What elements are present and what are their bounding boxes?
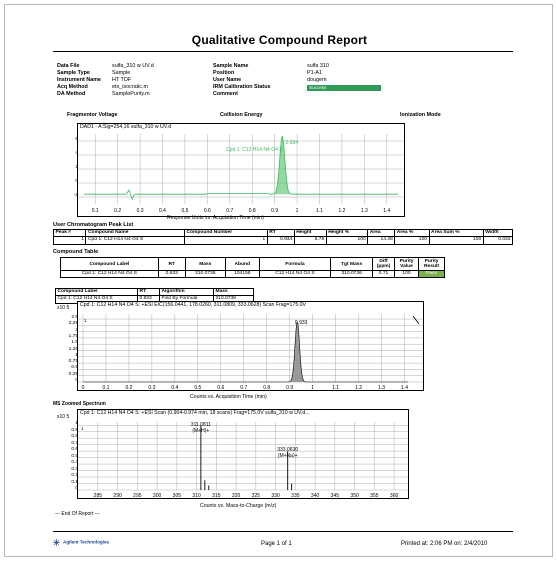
eic-y-tick: 0.75 [68,359,78,365]
eic-y-tick: 2 [75,327,78,333]
ms-y-tick: 0.8 [71,434,78,440]
meta-label-sample-type: Sample Type [57,70,90,76]
eic-x-tick: 1.1 [332,385,340,390]
dad-x-tick: 1.1 [316,208,323,214]
spark-logo-icon [53,539,60,546]
compound-header: Mass [185,258,225,271]
page-number: Page 1 of 1 [261,541,292,547]
compound-label-header-row [56,289,254,296]
dad-x-tick: 1.4 [383,208,391,214]
compound-header: Purity Value [395,258,419,271]
ms-x-tick: 305 [172,493,182,498]
cpd-label-cell: 0.933 [138,296,160,303]
footer-rule [53,531,513,532]
peak-cell: 14.48 [368,237,395,244]
eic-y-tick: 0.25 [68,371,78,377]
meta-label-data-file: Data File [57,63,80,69]
ms-y-tick: 0.7 [71,440,78,446]
meta-label-da-method: DA Method [57,91,86,97]
eic-x-tick: 1.2 [355,385,363,390]
dad-compound-label: Cpd 1: C12 H14 N4 O4 S [226,147,283,153]
compound-header: Diff (ppm) [373,258,395,271]
peak-cell: Cpd 1: C12 H14 N4 O4 S [86,237,185,244]
irm-status-badge: Success [307,85,381,91]
meta-label-position: Position [213,70,235,76]
peak-cell: 0.033 [483,237,512,244]
eic-x-tick: 0.1 [102,385,110,390]
dad-y-tick: 6 [75,137,78,142]
ms-spectrum [77,409,409,499]
cpd-label-header: Mass [214,289,254,296]
ms-x-tick: 315 [212,493,221,498]
eic-peak-area [83,322,409,382]
peak-list-header: Height [294,230,326,237]
ms-section-title: MS Zoomed Spectrum [53,401,106,407]
ms-y-tick: 0.9 [71,427,78,433]
ms-y-tick: 0.5 [71,453,78,459]
eic-x-tick: 0.3 [148,385,156,390]
dad-x-tick: 0.6 [203,208,211,214]
dad-x-tick: 1.2 [338,208,346,214]
compound-cell: 0.933 [158,271,185,278]
peak-cell: 1 [54,237,86,244]
peak-list-header-row [54,230,513,237]
eic-y-tick: 2.5 [71,315,78,321]
eic-chromatogram [77,301,424,391]
ms-y-tick: 0.6 [71,447,78,453]
compound-header: Tgt Mass [331,258,373,271]
pointer-cursor-icon [413,316,419,324]
meta-value-sample-type: Sample [112,70,131,76]
meta-value-acq-method: etx_isocratic.m [112,84,148,90]
cpd-label-cell: Find By Formula [160,296,214,303]
dad-x-tick: 0.9 [271,208,279,214]
eic-plot [78,302,423,390]
peak-list-title: User Chromatogram Peak List [53,222,134,228]
ms-x-tick: 320 [231,493,241,498]
ms-peak1-mz: 311.0811 [190,422,211,428]
eic-y-tick: 0 [75,378,78,383]
eic-x-tick: 0.4 [171,385,179,390]
eic-x-tick: 0.6 [217,385,225,390]
peak-cell: 6.75 [294,237,326,244]
ms-y-tick: 0.3 [71,466,78,472]
dad-x-tick: 1 [295,208,299,214]
company-logo [53,539,109,546]
ms-y-tick: 0 [75,486,78,491]
compound-cell: 310.0738 [185,271,225,278]
ms-x-tick: 355 [370,493,379,498]
dad-x-tick: 0.1 [91,208,99,214]
ms-x-tick: 360 [389,493,399,498]
eic-y-scale: x10 5 [57,305,70,311]
dad-chart-title: DAD1 - A:Sig=254,16 sulfa_310 w UV.d [80,124,172,130]
compound-cell: 100 [395,271,419,278]
compound-table [60,257,445,278]
dad-y-tick: 0 [75,179,78,184]
eic-y-tick: 1.75 [68,333,78,339]
meta-value-sample-name: sulfa 310 [307,63,329,69]
peak-list-header: Peak # [54,230,86,237]
ms-peak1-ion: (M+H)+ [192,428,210,434]
compound-cell: Cpd 1: C12 H14 N4 O4 S [61,271,159,278]
peak-cell: 1 [185,237,268,244]
report-title: Qualitative Compound Report [191,33,368,47]
dad-x-tick: 0.8 [248,208,256,214]
eic-y-tick: 1.25 [68,346,78,352]
title-rule [53,51,513,52]
ms-x-tick: 290 [113,493,122,498]
ms-chart-title: Cpd 1: C12 H14 N4 O4 S: +ESI Scan (0.904-0.974 min, 18 scans) Frag=175.0V sulfa_310 w UV.d... [80,410,310,416]
meta-label-instrument: Instrument Name [57,77,102,83]
ms-peak2-mz: 333.0630 [277,447,299,453]
meta-label-user-name: User Name [213,77,242,83]
meta-value-data-file: sulfa_310 w UV.d [112,63,154,69]
dad-x-tick: 0.3 [136,208,144,214]
ms-x-tick: 350 [350,493,359,498]
meta-value-position: P1-A1 [307,70,322,76]
ms-y-tick: 0.2 [71,473,78,479]
peak-list-header: Area Sum % [429,230,483,237]
ms-x-tick: 285 [93,493,103,498]
compound-header: Compound Label [61,258,159,271]
peak-list-table [53,229,513,245]
dad-peak-label: 0.934 [285,140,299,146]
eic-x-tick: 0.2 [125,385,133,390]
compound-cell: C12 H14 N4 O4 S [259,271,331,278]
peak-list-header: Area [368,230,395,237]
table-row [61,271,445,278]
eic-trace [83,322,408,382]
peak-list-header: Area % [395,230,429,237]
peak-list-header: RT [267,230,294,237]
eic-x-tick: 0.9 [286,385,294,390]
dad-x-tick: 0.7 [226,208,234,214]
ms-x-tick: 330 [271,493,280,498]
peak-list-header: Compound Name [86,230,185,237]
eic-peak-label: 0.933 [294,320,308,326]
compound-cell: 310.0736 [331,271,373,278]
eic-x-tick: 0.7 [240,385,248,390]
meta-value-da-method: SamplePurity.m [112,91,150,97]
eic-y-tick: 1 [75,352,78,358]
compound-header: Purity Result [419,258,445,271]
cpd-label-header: RT [138,289,160,296]
ms-x-tick: 345 [330,493,340,498]
dad-x-axis-label: Response Units vs. Acquisition Time (min) [167,215,264,221]
ms-x-tick: 325 [251,493,261,498]
peak-list-header: Height % [326,230,367,237]
report-page [4,4,553,557]
ms-y-tick: 0.1 [71,479,78,485]
eic-y-tick: 0.5 [71,365,78,371]
compound-table-title: Compound Table [53,249,99,255]
peak-cell: 100 [395,237,429,244]
cpd-label-header: Compound Label [56,289,138,296]
meta-value-user-name: dougem [307,77,327,83]
eic-x-tick: 1 [311,385,315,390]
cpd-label-header: Algorithm [160,289,214,296]
cpd-label-cell: Cpd 1: C12 H14 N4 O4 S [56,296,138,303]
compound-header: Formula [259,258,331,271]
eic-x-tick: 1.3 [378,385,386,390]
cpd-label-cell: 310.0738 [214,296,254,303]
eic-y-tick: 2.25 [68,321,78,327]
compound-header: RT [158,258,185,271]
eic-y-tick: 1.5 [71,340,78,346]
dad-x-tick: 0.5 [181,208,189,214]
dad-x-tick: 0.2 [114,208,122,214]
ms-y-tick: 0.4 [71,460,78,466]
compound-cell: 104158 [225,271,259,278]
eic-x-tick: 0 [81,385,85,390]
eic-series-marker: 1 [84,318,87,323]
dad-x-tick: 0.4 [159,208,166,214]
meta-label-acq-method: Acq Method [57,84,88,90]
eic-x-tick: 0.8 [263,385,271,390]
dad-y-tick: 4 [75,151,78,156]
ionization-mode-label: Ionization Mode [400,112,441,118]
fragmentor-voltage-label: Fragmentor Voltage [67,112,118,118]
meta-value-instrument: HT TOF [112,77,132,83]
compound-header: Abund [225,258,259,271]
ms-x-tick: 310 [192,493,201,498]
meta-label-sample-name: Sample Name [213,63,249,69]
dad-y-tick: -2 [73,193,78,198]
dad-trace [84,136,398,199]
dad-y-tick: 2 [75,165,78,170]
ms-x-tick: 295 [133,493,142,498]
peak-cell: 100 [429,237,483,244]
eic-x-tick: 0.5 [194,385,202,390]
peak-cell: 100 [326,237,367,244]
compound-table-header-row [61,258,445,271]
ms-peak2-ion: (M+Na)+ [277,453,298,459]
table-row [54,237,513,244]
eic-chart-title: Cpd 1: C12 H14 N4 O4 S: +ESI EIC(156.0441, 178.0260, 311.0809, 333.0628) Scan Frag=175.0V [80,302,307,308]
ms-x-tick: 300 [152,493,162,498]
peak-list-header: Width [483,230,512,237]
eic-x-axis-label: Counts vs. Acquisition Time (min) [190,394,267,400]
peak-list-header: Compound Number [185,230,268,237]
dad-x-tick: 1.3 [360,208,368,214]
ms-plot [78,410,408,498]
dad-plot [78,124,404,216]
ms-y-tick: 1 [75,421,78,427]
ms-y-scale: x10 5 [57,414,70,420]
peak-cell: 0.934 [267,237,294,244]
eic-x-tick: 1.4 [401,385,408,390]
ms-x-tick: 340 [310,493,320,498]
end-of-report: --- End Of Report --- [55,511,100,517]
meta-label-comment: Comment [213,91,238,97]
ms-x-tick: 335 [291,493,300,498]
company-name: Agilent Technologies [63,539,110,545]
ms-series-marker: 1 [81,426,84,431]
collision-energy-label: Collision Energy [220,112,263,118]
compound-cell: 0.71 [373,271,395,278]
dad-chromatogram [77,123,405,217]
meta-label-irm-status: IRM Calibration Status [213,84,271,90]
purity-result-badge: Pass [419,271,445,278]
printed-timestamp: Printed at: 2:06 PM on: 2/4/2010 [401,541,488,547]
ms-x-axis-label: Counts vs. Mass-to-Charge (m/z) [200,503,277,509]
